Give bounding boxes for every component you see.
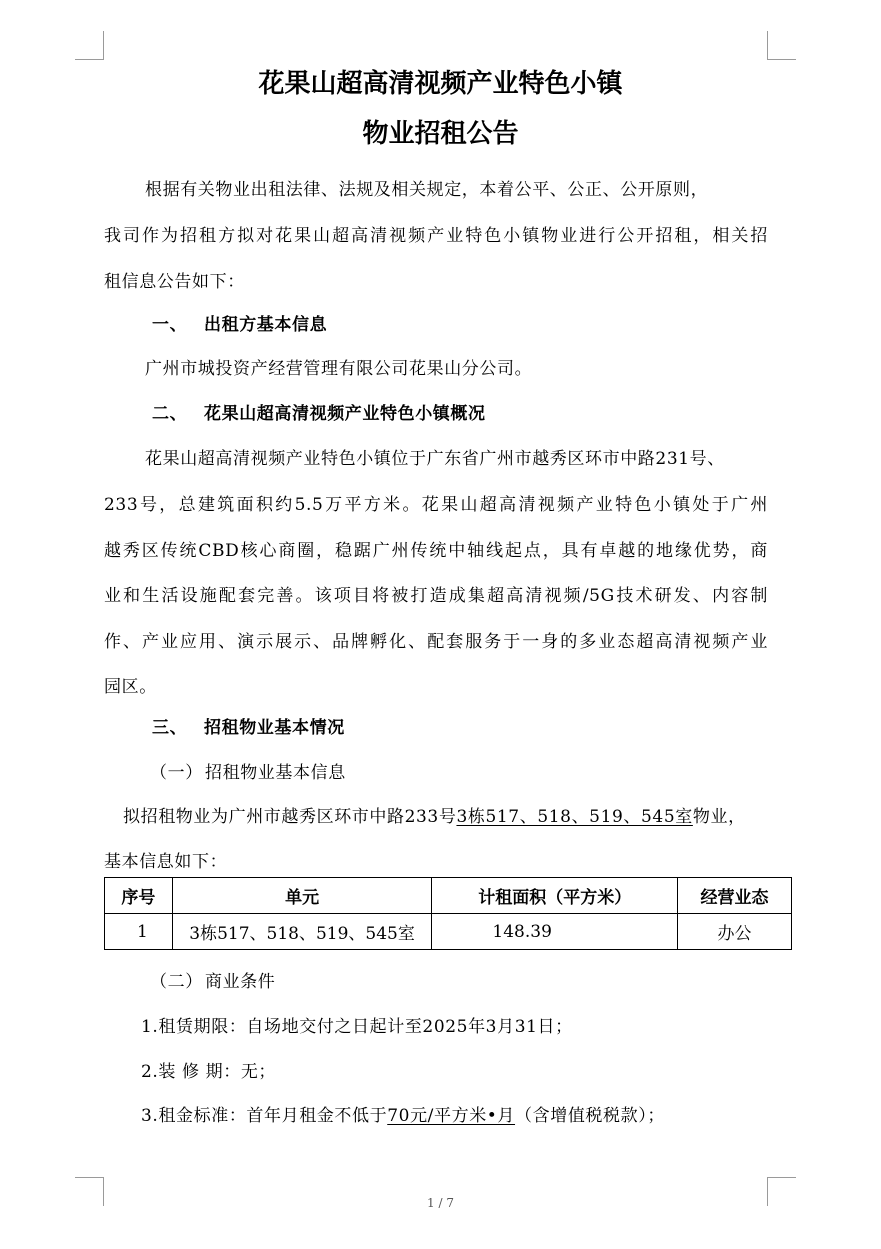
section-2-paragraph-line: 花果山超高清视频产业特色小镇位于广东省广州市越秀区环市中路231号、 <box>145 449 725 469</box>
page-number: 1 / 7 <box>427 1196 454 1210</box>
condition-rent-standard <box>141 1105 665 1127</box>
crop-mark-top-right <box>767 31 796 60</box>
subsection-2-title: 商业条件 <box>205 972 276 992</box>
section-3-heading <box>152 717 345 739</box>
cell-index: 1 <box>105 914 173 950</box>
document-subtitle: 物业招租公告 <box>362 119 519 149</box>
section-2-paragraph-line: 业和生活设施配套完善。该项目将被打造成集超高清视频/5G技术研发、内容制 <box>104 586 768 606</box>
header-unit: 单元 <box>172 878 432 914</box>
property-info-table <box>104 877 792 950</box>
condition-lease-term: 1.租赁期限：自场地交付之日起计至2025年3月31日； <box>141 1017 573 1037</box>
subsection-1-heading <box>150 762 346 784</box>
rent-price: 70元/平方米•月 <box>387 1106 516 1126</box>
section-2-title: 花果山超高清视频产业特色小镇概况 <box>204 404 486 424</box>
section-2-heading <box>152 403 486 425</box>
section-2-number: 二、 <box>152 404 188 424</box>
cell-rental-area: 148.39 <box>432 914 678 950</box>
cell-unit: 3栋517、518、519、545室 <box>172 914 432 950</box>
property-description-suffix: 物业， <box>692 807 746 827</box>
section-2-paragraph-line: 作、产业应用、演示展示、品牌孵化、配套服务于一身的多业态超高清视频产业 <box>104 632 768 652</box>
section-2-paragraph-line: 园区。 <box>104 677 157 697</box>
section-3-title: 招租物业基本情况 <box>204 718 345 738</box>
property-description <box>123 806 746 828</box>
section-1-number: 一、 <box>152 315 188 335</box>
rent-standard-suffix: （含增值税税款）； <box>515 1106 665 1126</box>
section-2-paragraph-line: 233号，总建筑面积约5.5万平方米。花果山超高清视频产业特色小镇处于广州 <box>104 495 768 515</box>
header-index: 序号 <box>105 878 173 914</box>
section-3-number: 三、 <box>152 718 188 738</box>
section-1-body: 广州市城投资产经营管理有限公司花果山分公司。 <box>145 359 533 379</box>
property-address: 拟招租物业为广州市越秀区环市中路233号 <box>123 807 457 827</box>
table-header-row <box>105 878 792 914</box>
intro-line-1: 根据有关物业出租法律、法规及相关规定，本着公平、公正、公开原则， <box>145 180 709 200</box>
rent-standard-prefix: 3.租金标准：首年月租金不低于 <box>141 1106 388 1126</box>
subsection-2-number: （二） <box>150 972 203 992</box>
header-rental-area: 计租面积（平方米） <box>432 878 678 914</box>
property-description-line-2: 基本信息如下： <box>104 852 228 872</box>
section-2-paragraph-line: 越秀区传统CBD核心商圈，稳踞广州传统中轴线起点，具有卓越的地缘优势，商 <box>104 541 768 561</box>
section-1-title: 出租方基本信息 <box>204 315 328 335</box>
document-title: 花果山超高清视频产业特色小镇 <box>258 69 623 99</box>
header-business-type: 经营业态 <box>678 878 792 914</box>
section-1-heading <box>152 314 327 336</box>
table-row <box>105 914 792 950</box>
cell-business-type: 办公 <box>678 914 792 950</box>
subsection-1-number: （一） <box>150 763 203 783</box>
subsection-2-heading <box>150 971 275 993</box>
subsection-1-title: 招租物业基本信息 <box>205 763 346 783</box>
property-unit: 3栋517、518、519、545室 <box>456 807 693 827</box>
intro-line-2: 我司作为招租方拟对花果山超高清视频产业特色小镇物业进行公开招租，相关招 <box>104 226 768 246</box>
intro-line-3: 租信息公告如下： <box>104 272 245 292</box>
crop-mark-top-left <box>75 31 104 60</box>
condition-renovation-period: 2.装 修 期：无； <box>141 1062 277 1082</box>
